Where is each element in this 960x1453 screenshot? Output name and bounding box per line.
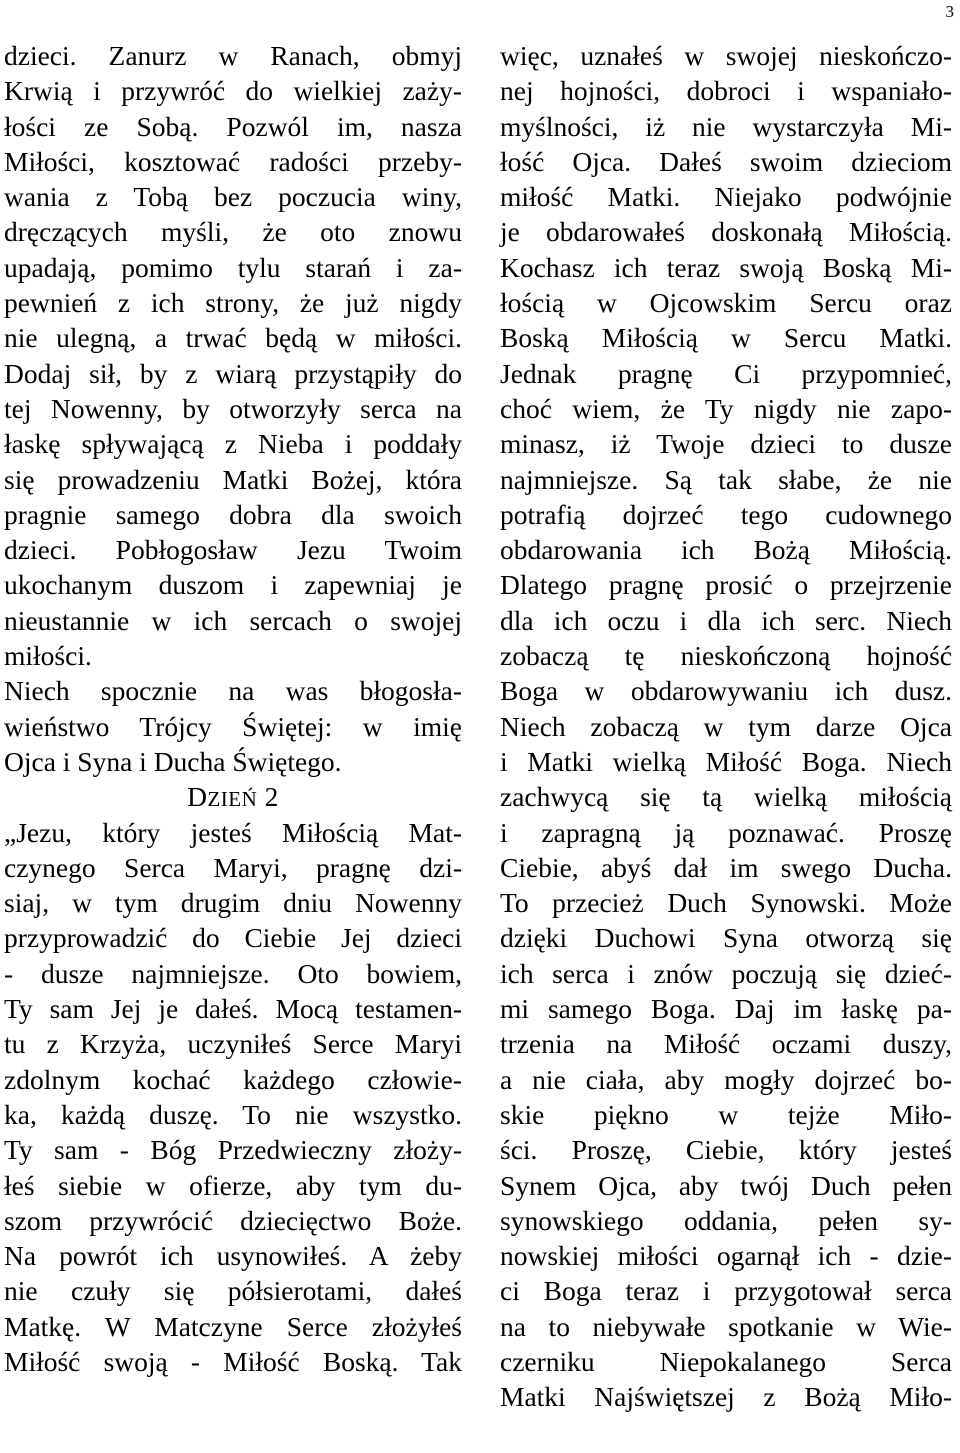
text-line: trzenia na Miłość oczami duszy, — [500, 1028, 952, 1060]
page-number: 3 — [945, 2, 954, 21]
text-line: - dusze najmniejsze. Oto bowiem, — [4, 957, 462, 989]
text-line: na to niebywałe spotkanie w Wie- — [500, 1310, 952, 1342]
text-line: zdolnym kochać każdego człowie- — [4, 1063, 462, 1095]
text-line: tej Nowenny, by otworzyły serca na — [4, 392, 462, 424]
text-line: ich serca i znów poczują się dzieć- — [500, 957, 952, 989]
text-line: Ty sam - Bóg Przedwieczny złoży- — [4, 1134, 462, 1166]
text-line: zachwycą się tą wielką miłością — [500, 781, 952, 813]
text-line: najmniejsze. Są tak słabe, że nie — [500, 463, 952, 495]
text-line: Synem Ojca, aby twój Duch pełen — [500, 1169, 952, 1201]
text-line: dzieci. Zanurz w Ranach, obmyj — [4, 40, 462, 71]
text-line: łaskę spływającą z Nieba i poddały — [4, 428, 462, 460]
text-line: Kochasz ich teraz swoją Boską Mi- — [500, 251, 952, 283]
text-line: tu z Krzyża, uczyniłeś Serce Maryi — [4, 1028, 462, 1060]
text-line: dla ich oczu i dla ich serc. Niech — [500, 604, 952, 636]
text-line: choć wiem, że Ty nigdy nie zapo- — [500, 392, 952, 424]
text-line: czynego Serca Maryi, pragnę dzi- — [4, 851, 462, 883]
text-line: nie czuły się półsierotami, dałeś — [4, 1275, 462, 1307]
paragraph-day-two — [4, 815, 462, 1380]
heading-rest: ZIEŃ — [207, 787, 258, 812]
text-line: Niech zobaczą w tym darze Ojca — [500, 710, 952, 742]
text-line: Ciebie, abyś dał im swego Ducha. — [500, 851, 952, 883]
text-line: Miłość swoją - Miłość Boską. Tak — [4, 1345, 462, 1377]
text-line: minasz, iż Twoje dzieci to dusze — [500, 428, 952, 460]
text-line: i zapragną ją poznawać. Proszę — [500, 816, 952, 848]
text-line: się prowadzeniu Matki Bożej, która — [4, 463, 462, 495]
text-line: dzięki Duchowi Syna otworzą się — [500, 922, 952, 954]
text-line: Ojca i Syna i Ducha Świętego. — [4, 745, 342, 777]
text-line: nie ulegną, a trwać będą w miłości. — [4, 322, 462, 354]
text-line: i Matki wielką Miłość Boga. Niech — [500, 745, 952, 777]
text-line: synowskiego oddania, pełen sy- — [500, 1204, 952, 1236]
text-line: mi samego Boga. Daj im łaskę pa- — [500, 993, 952, 1025]
text-line: Matki Najświętszej z Bożą Miło- — [500, 1381, 952, 1413]
paragraph-prayer-end — [4, 38, 462, 673]
text-line: obdarowania ich Bożą Miłością. — [500, 534, 952, 566]
text-line: Na powrót ich usynowiłeś. A żeby — [4, 1240, 462, 1272]
text-line: łości ze Sobą. Pozwól im, nasza — [4, 110, 462, 142]
text-line: Niech spocznie na was błogosła- — [4, 675, 462, 707]
text-line: łość Ojca. Dałeś swoim dzieciom — [500, 145, 952, 177]
text-line: nej hojności, dobroci i wspaniało- — [500, 75, 952, 107]
text-line: Boską Miłością w Sercu Matki. — [500, 322, 952, 354]
text-line: dzieci. Pobłogosław Jezu Twoim — [4, 534, 462, 566]
text-line: zobaczą tę nieskończoną hojność — [500, 640, 952, 672]
text-line: a nie ciała, aby mogły dojrzeć bo- — [500, 1063, 952, 1095]
text-line: pewnień z ich strony, że już nigdy — [4, 287, 462, 319]
text-line: Krwią i przywróć do wielkiej zaży- — [4, 75, 462, 107]
text-line: Dodaj sił, by z wiarą przystąpiły do — [4, 357, 462, 389]
text-line: Miłości, kosztować radości przeby- — [4, 145, 462, 177]
day-heading — [4, 779, 462, 814]
text-line: ukochanym duszom i zapewniaj je — [4, 569, 462, 601]
heading-initial: D — [187, 781, 208, 813]
text-line: nowskiej miłości ogarnął ich - dzie- — [500, 1240, 952, 1272]
text-line: nieustannie w ich sercach o swojej — [4, 604, 462, 636]
text-line: miłość Matki. Niejako podwójnie — [500, 181, 952, 213]
heading-number: 2 — [264, 781, 279, 813]
text-line: ka, każdą duszę. To nie wszystko. — [4, 1098, 462, 1130]
text-line: ci Boga teraz i przygotował serca — [500, 1275, 952, 1307]
text-line: ści. Proszę, Ciebie, który jesteś — [500, 1134, 952, 1166]
text-line: siaj, w tym drugim dniu Nowenny — [4, 887, 462, 919]
text-line: pragnie samego dobra dla swoich — [4, 498, 462, 530]
left-column — [4, 38, 462, 1379]
paragraph-blessing — [4, 673, 462, 779]
text-line: je obdarowałeś doskonałą Miłością. — [500, 216, 952, 248]
paragraph-continued — [500, 38, 952, 1415]
text-line: szom przywrócić dziecięctwo Boże. — [4, 1204, 462, 1236]
text-line: więc, uznałeś w swojej nieskończo- — [500, 40, 952, 71]
text-line: Matkę. W Matczyne Serce złożyłeś — [4, 1310, 462, 1342]
text-line: łością w Ojcowskim Sercu oraz — [500, 287, 952, 319]
text-line: przyprowadzić do Ciebie Jej dzieci — [4, 922, 462, 954]
text-line: myślności, iż nie wystarczyła Mi- — [500, 110, 952, 142]
text-line: upadają, pomimo tylu starań i za- — [4, 251, 462, 283]
right-column — [500, 38, 952, 1415]
text-line: Dlatego pragnę prosić o przejrzenie — [500, 569, 952, 601]
text-line: Ty sam Jej je dałeś. Mocą testamen- — [4, 993, 462, 1025]
text-line: „Jezu, który jesteś Miłością Mat- — [4, 816, 462, 848]
text-line: wania z Tobą bez poczucia winy, — [4, 181, 462, 213]
text-line: potrafią dojrzeć tego cudownego — [500, 498, 952, 530]
text-line: Boga w obdarowywaniu ich dusz. — [500, 675, 952, 707]
text-line: dręczących myśli, że oto znowu — [4, 216, 462, 248]
text-line: wieństwo Trójcy Świętej: w imię — [4, 710, 462, 742]
text-line: czerniku Niepokalanego Serca — [500, 1345, 952, 1377]
text-line: łeś siebie w ofierze, aby tym du- — [4, 1169, 462, 1201]
text-line: skie piękno w tejże Miło- — [500, 1098, 952, 1130]
text-line: Jednak pragnę Ci przypomnieć, — [500, 357, 952, 389]
text-line: To przecież Duch Synowski. Może — [500, 887, 952, 919]
text-line: miłości. — [4, 640, 92, 672]
